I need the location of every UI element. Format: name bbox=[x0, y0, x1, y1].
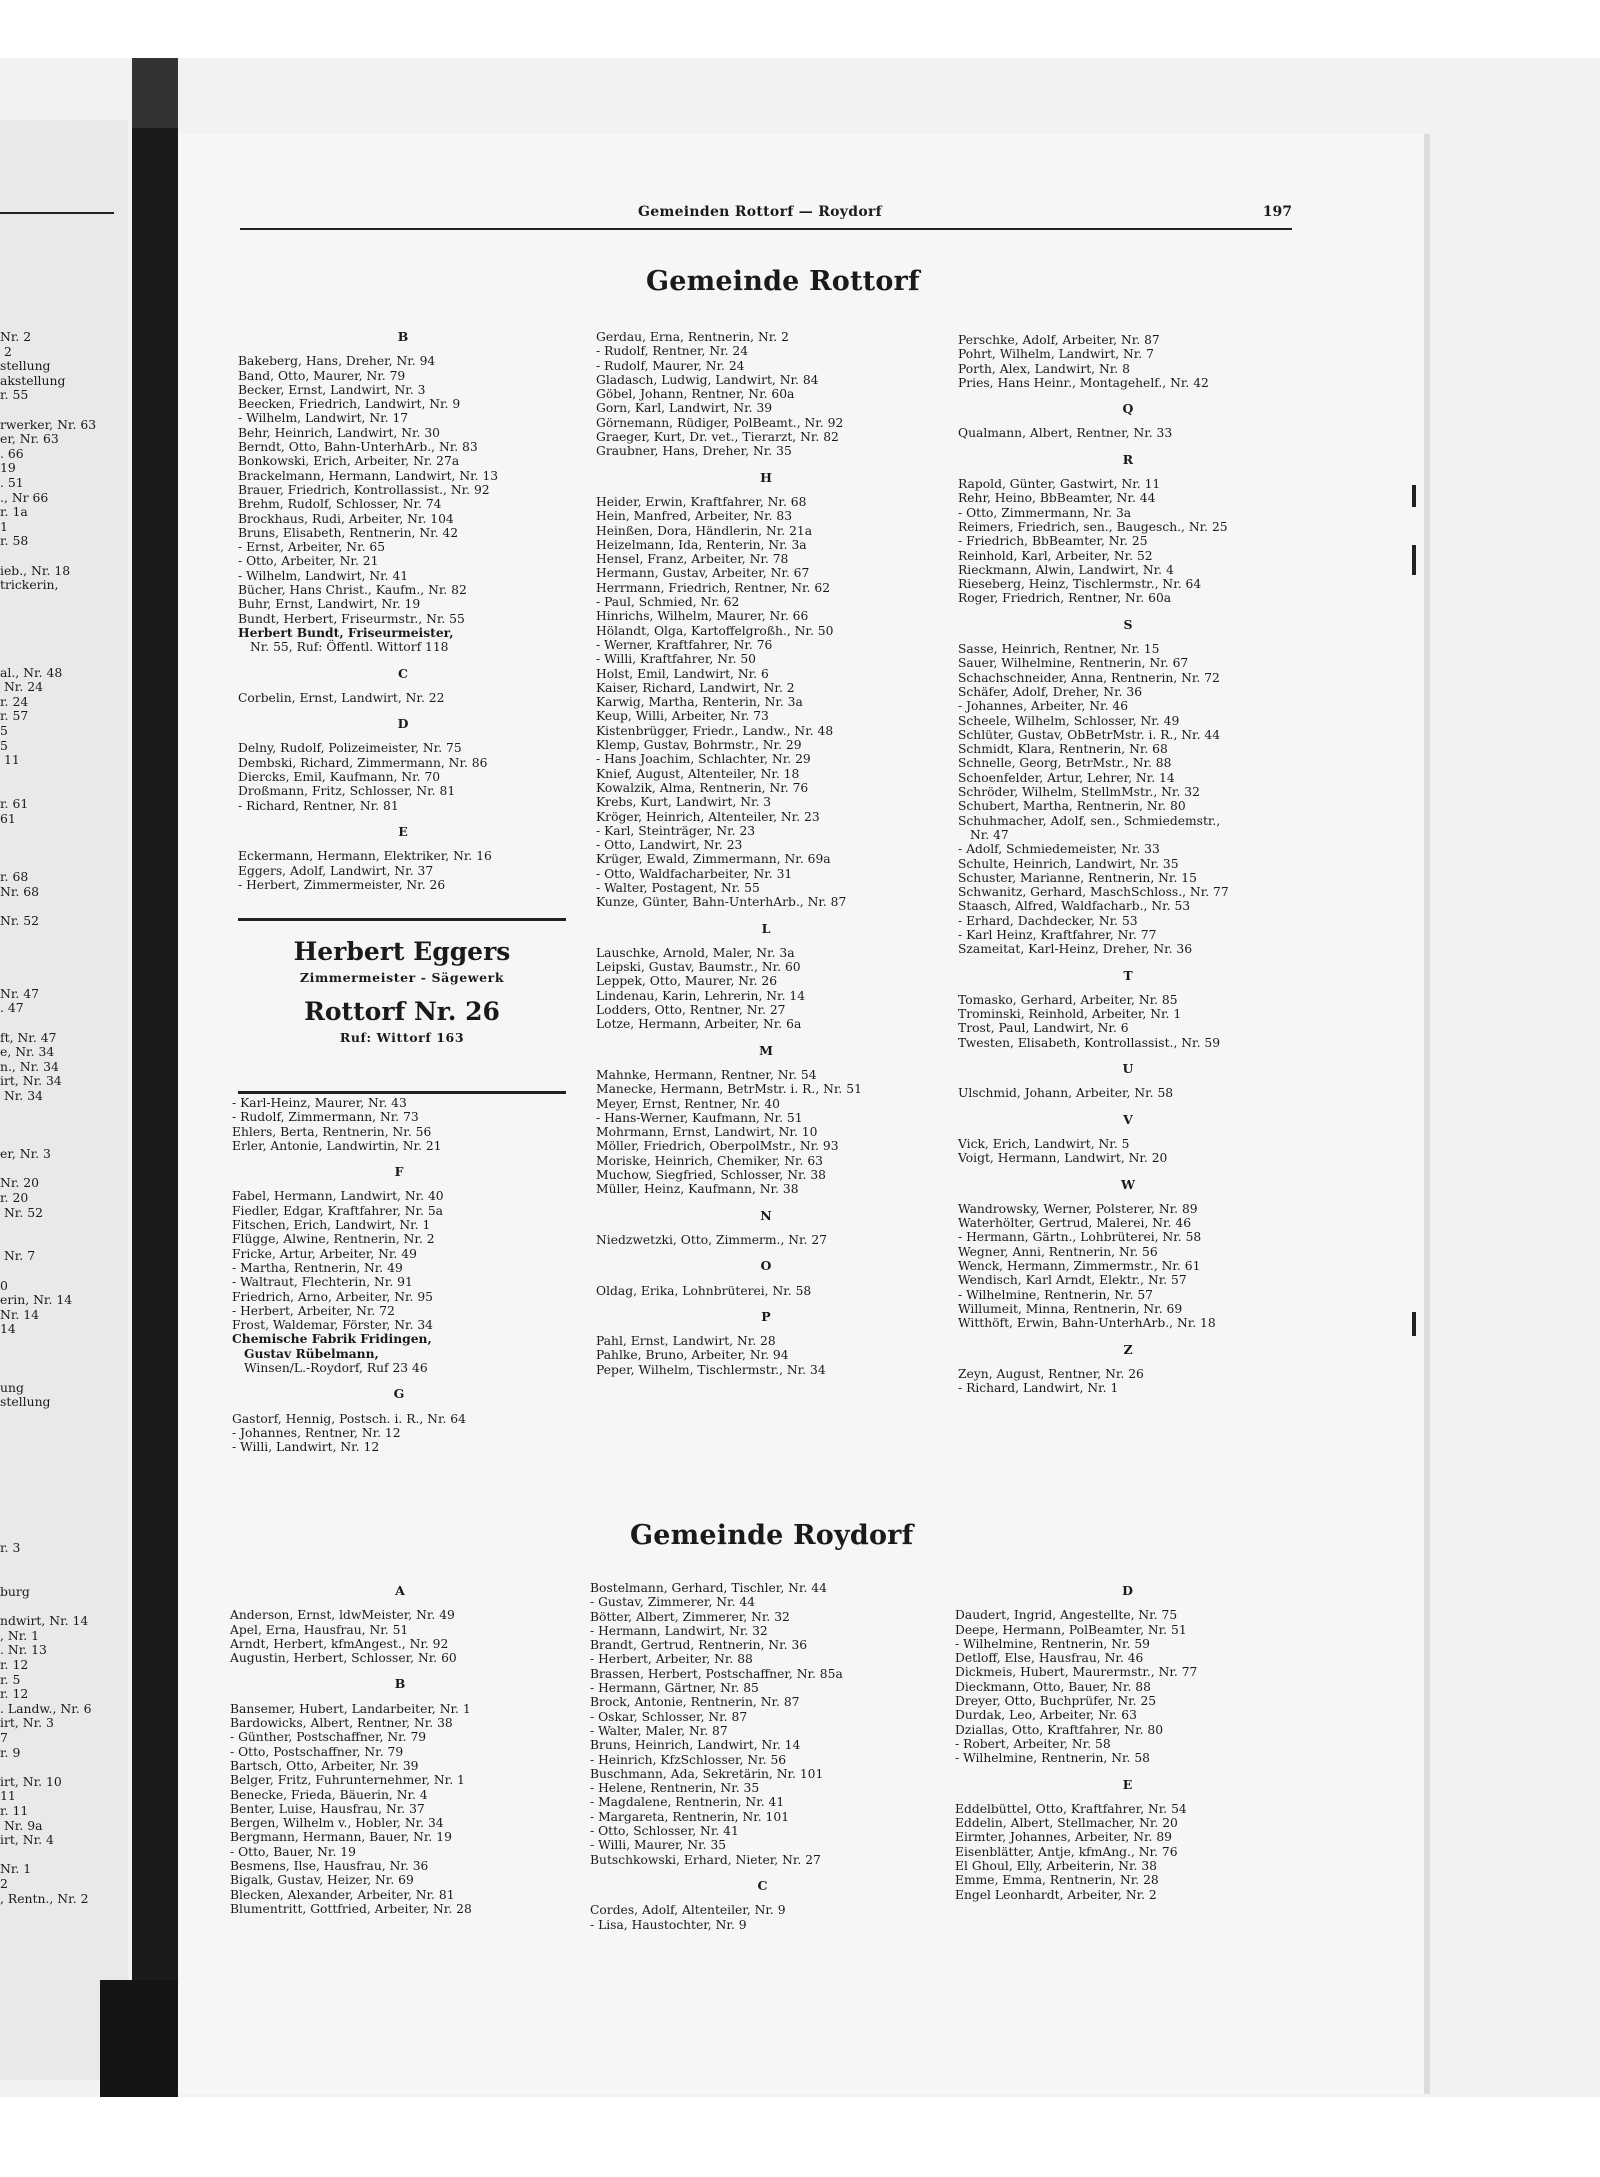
directory-entry: Schoenfelder, Artur, Lehrer, Nr. 14 bbox=[958, 770, 1175, 785]
directory-entry: Friedrich, Arno, Arbeiter, Nr. 95 bbox=[232, 1289, 433, 1304]
directory-entry: Nr. 55, Ruf: Öffentl. Wittorf 118 bbox=[250, 640, 449, 655]
directory-entry: - Adolf, Schmiedemeister, Nr. 33 bbox=[958, 842, 1160, 857]
directory-entry: Fricke, Artur, Arbeiter, Nr. 49 bbox=[232, 1246, 417, 1261]
section-title-roydorf: Gemeinde Roydorf bbox=[630, 1520, 914, 1551]
letter-heading: E bbox=[1122, 1776, 1133, 1792]
directory-entry: - Karl, Steinträger, Nr. 23 bbox=[596, 823, 756, 838]
directory-entry: Dieckmann, Otto, Bauer, Nr. 88 bbox=[955, 1679, 1151, 1694]
directory-entry: Gorn, Karl, Landwirt, Nr. 39 bbox=[596, 401, 773, 416]
directory-entry: Eisenblätter, Antje, kfmAng., Nr. 76 bbox=[955, 1844, 1178, 1859]
directory-entry: - Otto, Bauer, Nr. 19 bbox=[230, 1844, 356, 1859]
letter-heading: U bbox=[1122, 1061, 1134, 1077]
directory-entry: - Rudolf, Maurer, Nr. 24 bbox=[596, 358, 745, 373]
directory-entry: Bergmann, Hermann, Bauer, Nr. 19 bbox=[230, 1830, 452, 1845]
directory-entry: - Richard, Rentner, Nr. 81 bbox=[238, 798, 399, 813]
edge-mark bbox=[1412, 545, 1416, 575]
directory-entry: - Hans-Werner, Kaufmann, Nr. 51 bbox=[596, 1110, 803, 1125]
letter-heading: P bbox=[761, 1308, 771, 1324]
directory-entry: - Wilhelmine, Rentnerin, Nr. 58 bbox=[955, 1751, 1150, 1766]
directory-entry: - Otto, Postschaffner, Nr. 79 bbox=[230, 1744, 404, 1759]
directory-entry: Hermann, Gustav, Arbeiter, Nr. 67 bbox=[596, 566, 810, 581]
page-number: 197 bbox=[1262, 204, 1292, 220]
directory-entry: Eckermann, Hermann, Elektriker, Nr. 16 bbox=[238, 849, 492, 864]
directory-entry: - Helene, Rentnerin, Nr. 35 bbox=[590, 1781, 760, 1796]
directory-entry: Deepe, Hermann, PolBeamter, Nr. 51 bbox=[955, 1622, 1187, 1637]
directory-entry: - Willi, Landwirt, Nr. 12 bbox=[232, 1440, 380, 1455]
letter-heading: R bbox=[1122, 451, 1134, 467]
letter-heading: T bbox=[1123, 967, 1133, 983]
directory-entry: Twesten, Elisabeth, Kontrollassist., Nr. 59 bbox=[958, 1035, 1221, 1050]
directory-entry: Wegner, Anni, Rentnerin, Nr. 56 bbox=[958, 1244, 1158, 1259]
directory-entry: Schwanitz, Gerhard, MaschSchloss., Nr. 77 bbox=[958, 885, 1229, 900]
ad-name: Herbert Eggers bbox=[293, 937, 511, 966]
directory-entry: Schäfer, Adolf, Dreher, Nr. 36 bbox=[958, 684, 1143, 699]
rottorf-column-2 bbox=[596, 330, 936, 1377]
letter-heading: B bbox=[394, 1676, 406, 1692]
directory-entry: Detloff, Else, Hausfrau, Nr. 46 bbox=[955, 1651, 1144, 1666]
directory-entry: - Otto, Waldfacharbeiter, Nr. 31 bbox=[596, 866, 793, 881]
directory-entry: Trominski, Reinhold, Arbeiter, Nr. 1 bbox=[958, 1007, 1182, 1022]
directory-entry: Eddelin, Albert, Stellmacher, Nr. 20 bbox=[955, 1816, 1178, 1831]
directory-entry: Brackelmann, Hermann, Landwirt, Nr. 13 bbox=[238, 468, 499, 483]
directory-entry: - Ernst, Arbeiter, Nr. 65 bbox=[238, 540, 386, 555]
letter-heading: O bbox=[760, 1258, 772, 1274]
directory-entry: Rapold, Günter, Gastwirt, Nr. 11 bbox=[958, 477, 1161, 492]
directory-entry: - Herbert, Arbeiter, Nr. 72 bbox=[232, 1303, 395, 1318]
directory-entry: Corbelin, Ernst, Landwirt, Nr. 22 bbox=[238, 690, 445, 705]
directory-entry: Schröder, Wilhelm, StellmMstr., Nr. 32 bbox=[958, 785, 1200, 800]
directory-entry: Krebs, Kurt, Landwirt, Nr. 3 bbox=[596, 795, 772, 810]
letter-heading: Q bbox=[1122, 401, 1134, 417]
directory-entry: Niedzwetzki, Otto, Zimmerm., Nr. 27 bbox=[596, 1232, 828, 1247]
rottorf-column-3 bbox=[958, 333, 1298, 1395]
directory-entry: Witthöft, Erwin, Bahn-UnterhArb., Nr. 18 bbox=[958, 1316, 1216, 1331]
letter-heading: N bbox=[760, 1207, 772, 1223]
directory-entry: - Oskar, Schlosser, Nr. 87 bbox=[590, 1709, 748, 1724]
directory-entry: Pries, Hans Heinr., Montagehelf., Nr. 42 bbox=[958, 375, 1209, 390]
directory-entry: Oldag, Erika, Lohnbrüterei, Nr. 58 bbox=[596, 1283, 812, 1298]
roydorf-column-2 bbox=[590, 1581, 935, 1932]
directory-entry: - Herbert, Zimmermeister, Nr. 26 bbox=[238, 877, 446, 892]
letter-heading: M bbox=[759, 1042, 773, 1058]
directory-entry: Leppek, Otto, Maurer, Nr. 26 bbox=[596, 974, 778, 989]
directory-entry: Eirmter, Johannes, Arbeiter, Nr. 89 bbox=[955, 1830, 1172, 1845]
directory-entry: Qualmann, Albert, Rentner, Nr. 33 bbox=[958, 426, 1173, 441]
directory-entry: - Hermann, Gärtner, Nr. 85 bbox=[590, 1681, 759, 1696]
directory-entry: Tomasko, Gerhard, Arbeiter, Nr. 85 bbox=[958, 992, 1178, 1007]
directory-entry: Frost, Waldemar, Förster, Nr. 34 bbox=[232, 1318, 433, 1333]
directory-entry: Daudert, Ingrid, Angestellte, Nr. 75 bbox=[955, 1608, 1178, 1623]
directory-entry: Roger, Friedrich, Rentner, Nr. 60a bbox=[958, 591, 1172, 606]
directory-entry: Keup, Willi, Arbeiter, Nr. 73 bbox=[596, 709, 769, 724]
directory-entry: Sasse, Heinrich, Rentner, Nr. 15 bbox=[958, 642, 1160, 657]
directory-entry: Lotze, Hermann, Arbeiter, Nr. 6a bbox=[596, 1017, 802, 1032]
directory-entry: Hensel, Franz, Arbeiter, Nr. 78 bbox=[596, 552, 789, 567]
directory-entry: Rieseberg, Heinz, Tischlermstr., Nr. 64 bbox=[958, 577, 1202, 592]
directory-entry: - Willi, Maurer, Nr. 35 bbox=[590, 1838, 727, 1853]
directory-entry: Moriske, Heinrich, Chemiker, Nr. 63 bbox=[596, 1153, 823, 1168]
directory-entry: Band, Otto, Maurer, Nr. 79 bbox=[238, 368, 406, 383]
directory-entry: Klemp, Gustav, Bohrmstr., Nr. 29 bbox=[596, 738, 802, 753]
directory-entry: Augustin, Herbert, Schlosser, Nr. 60 bbox=[230, 1651, 457, 1666]
directory-entry: Hein, Manfred, Arbeiter, Nr. 83 bbox=[596, 509, 793, 524]
directory-entry: Arndt, Herbert, kfmAngest., Nr. 92 bbox=[230, 1636, 449, 1651]
directory-entry: Knief, August, Altenteiler, Nr. 18 bbox=[596, 766, 800, 781]
book-binding bbox=[132, 58, 178, 2097]
directory-entry: Chemische Fabrik Fridingen, bbox=[232, 1331, 432, 1347]
directory-entry: Bundt, Herbert, Friseurmstr., Nr. 55 bbox=[238, 611, 465, 626]
directory-entry: Willumeit, Minna, Rentnerin, Nr. 69 bbox=[958, 1301, 1183, 1316]
directory-entry: - Richard, Landwirt, Nr. 1 bbox=[958, 1381, 1119, 1396]
directory-entry: Rehr, Heino, BbBeamter, Nr. 44 bbox=[958, 491, 1156, 506]
binding-clip-top bbox=[132, 58, 178, 128]
directory-entry: Hölandt, Olga, Kartoffelgroßh., Nr. 50 bbox=[596, 623, 834, 638]
directory-entry: Kröger, Heinrich, Altenteiler, Nr. 23 bbox=[596, 809, 820, 824]
ad-subtitle: Zimmermeister - Sägewerk bbox=[299, 970, 505, 985]
directory-entry: Heider, Erwin, Kraftfahrer, Nr. 68 bbox=[596, 494, 807, 509]
directory-entry: Wandrowsky, Werner, Polsterer, Nr. 89 bbox=[958, 1201, 1198, 1216]
directory-entry: Brockhaus, Rudi, Arbeiter, Nr. 104 bbox=[238, 511, 454, 526]
directory-entry: Pahlke, Bruno, Arbeiter, Nr. 94 bbox=[596, 1348, 789, 1363]
directory-entry: Emme, Emma, Rentnerin, Nr. 28 bbox=[955, 1873, 1159, 1888]
left-page-rule bbox=[0, 212, 114, 214]
directory-entry: Zeyn, August, Rentner, Nr. 26 bbox=[958, 1366, 1144, 1381]
directory-entry: Bruns, Heinrich, Landwirt, Nr. 14 bbox=[590, 1738, 801, 1753]
letter-heading: C bbox=[757, 1877, 768, 1893]
directory-entry: Mahnke, Hermann, Rentner, Nr. 54 bbox=[596, 1067, 817, 1082]
directory-entry: Beecken, Friedrich, Landwirt, Nr. 9 bbox=[238, 397, 461, 412]
letter-heading: C bbox=[398, 665, 408, 681]
directory-entry: - Martha, Rentnerin, Nr. 49 bbox=[232, 1260, 403, 1275]
left-page-fragment bbox=[0, 120, 128, 2080]
directory-entry: Meyer, Ernst, Rentner, Nr. 40 bbox=[596, 1096, 780, 1111]
directory-entry: - Hermann, Landwirt, Nr. 32 bbox=[590, 1623, 768, 1638]
directory-entry: Bostelmann, Gerhard, Tischler, Nr. 44 bbox=[590, 1581, 827, 1595]
directory-entry: Hinrichs, Wilhelm, Maurer, Nr. 66 bbox=[596, 609, 809, 624]
directory-entry: Kaiser, Richard, Landwirt, Nr. 2 bbox=[596, 680, 795, 695]
directory-entry: Schnelle, Georg, BetrMstr., Nr. 88 bbox=[958, 756, 1172, 771]
directory-entry: Wenck, Hermann, Zimmermstr., Nr. 61 bbox=[958, 1259, 1201, 1274]
directory-entry: Schmidt, Klara, Rentnerin, Nr. 68 bbox=[958, 742, 1168, 757]
letter-heading: W bbox=[1120, 1176, 1136, 1192]
directory-entry: Dreyer, Otto, Buchprüfer, Nr. 25 bbox=[955, 1694, 1157, 1709]
directory-entry: - Robert, Arbeiter, Nr. 58 bbox=[955, 1736, 1111, 1751]
rottorf-column-1-continued bbox=[232, 1096, 566, 1455]
directory-entry: Blumentritt, Gottfried, Arbeiter, Nr. 28 bbox=[230, 1901, 472, 1916]
directory-entry: Brock, Antonie, Rentnerin, Nr. 87 bbox=[590, 1695, 800, 1710]
directory-entry: Peper, Wilhelm, Tischlermstr., Nr. 34 bbox=[596, 1362, 826, 1377]
letter-heading: E bbox=[398, 823, 408, 839]
directory-entry: Kunze, Günter, Bahn-UnterhArb., Nr. 87 bbox=[596, 895, 847, 910]
directory-entry: Scheele, Wilhelm, Schlosser, Nr. 49 bbox=[958, 713, 1180, 728]
directory-entry: Herrmann, Friedrich, Rentner, Nr. 62 bbox=[596, 580, 831, 595]
directory-entry: Bigalk, Gustav, Heizer, Nr. 69 bbox=[230, 1873, 414, 1888]
directory-entry: Graeger, Kurt, Dr. vet., Tierarzt, Nr. 82 bbox=[596, 430, 839, 445]
directory-entry: Blecken, Alexander, Arbeiter, Nr. 81 bbox=[230, 1887, 455, 1902]
directory-entry: Herbert Bundt, Friseurmeister, bbox=[238, 624, 454, 640]
running-header bbox=[240, 200, 1292, 230]
directory-entry: - Werner, Kraftfahrer, Nr. 76 bbox=[596, 637, 773, 652]
directory-entry: Bardowicks, Albert, Rentner, Nr. 38 bbox=[230, 1716, 453, 1731]
directory-entry: Bartsch, Otto, Arbeiter, Nr. 39 bbox=[230, 1758, 419, 1773]
directory-entry: - Gustav, Zimmerer, Nr. 44 bbox=[590, 1595, 756, 1610]
directory-entry: Winsen/L.-Roydorf, Ruf 23 46 bbox=[244, 1361, 428, 1376]
directory-entry: Fitschen, Erich, Landwirt, Nr. 1 bbox=[232, 1218, 431, 1233]
directory-entry: Schubert, Martha, Rentnerin, Nr. 80 bbox=[958, 799, 1186, 814]
section-title-rottorf: Gemeinde Rottorf bbox=[646, 266, 920, 297]
directory-entry: Apel, Erna, Hausfrau, Nr. 51 bbox=[230, 1622, 409, 1637]
directory-entry: - Walter, Postagent, Nr. 55 bbox=[596, 880, 760, 895]
directory-entry: Benecke, Frieda, Bäuerin, Nr. 4 bbox=[230, 1787, 428, 1802]
directory-entry: - Otto, Arbeiter, Nr. 21 bbox=[238, 554, 379, 569]
directory-entry: - Wilhelmine, Rentnerin, Nr. 59 bbox=[955, 1636, 1150, 1651]
directory-entry: Göbel, Johann, Rentner, Nr. 60a bbox=[596, 387, 795, 402]
directory-entry: Dembski, Richard, Zimmermann, Nr. 86 bbox=[238, 755, 488, 770]
running-head-title: Gemeinden Rottorf — Roydorf bbox=[638, 204, 882, 220]
directory-entry: - Johannes, Rentner, Nr. 12 bbox=[232, 1425, 401, 1440]
directory-entry: Bergen, Wilhelm v., Hobler, Nr. 34 bbox=[230, 1816, 444, 1831]
page-edge bbox=[1424, 134, 1430, 2094]
directory-entry: Brehm, Rudolf, Schlosser, Nr. 74 bbox=[238, 497, 442, 512]
directory-entry: El Ghoul, Elly, Arbeiterin, Nr. 38 bbox=[955, 1859, 1157, 1874]
directory-entry: Görnemann, Rüdiger, PolBeamt., Nr. 92 bbox=[596, 415, 844, 430]
directory-entry: Diercks, Emil, Kaufmann, Nr. 70 bbox=[238, 770, 441, 785]
directory-entry: Bansemer, Hubert, Landarbeiter, Nr. 1 bbox=[230, 1701, 471, 1716]
directory-entry: Durdak, Leo, Arbeiter, Nr. 63 bbox=[955, 1708, 1137, 1723]
directory-entry: Bakeberg, Hans, Dreher, Nr. 94 bbox=[238, 354, 436, 369]
directory-entry: Gerdau, Erna, Rentnerin, Nr. 2 bbox=[596, 330, 789, 344]
directory-entry: Schlüter, Gustav, ObBetrMstr. i. R., Nr. 44 bbox=[958, 727, 1221, 742]
directory-entry: - Wilhelm, Landwirt, Nr. 17 bbox=[238, 411, 409, 426]
directory-entry: Heinßen, Dora, Händlerin, Nr. 21a bbox=[596, 523, 813, 538]
edge-mark bbox=[1412, 485, 1416, 507]
directory-entry: Pohrt, Wilhelm, Landwirt, Nr. 7 bbox=[958, 347, 1154, 362]
directory-entry: Cordes, Adolf, Altenteiler, Nr. 9 bbox=[590, 1903, 786, 1918]
directory-entry: Anderson, Ernst, ldwMeister, Nr. 49 bbox=[230, 1608, 455, 1623]
directory-entry: Staasch, Alfred, Waldfacharb., Nr. 53 bbox=[958, 899, 1191, 914]
directory-entry: Möller, Friedrich, OberpolMstr., Nr. 93 bbox=[596, 1139, 839, 1154]
directory-entry: Bötter, Albert, Zimmerer, Nr. 32 bbox=[590, 1609, 790, 1624]
letter-heading: A bbox=[395, 1583, 405, 1598]
directory-entry: Buschmann, Ada, Sekretärin, Nr. 101 bbox=[590, 1766, 824, 1781]
directory-entry: Voigt, Hermann, Landwirt, Nr. 20 bbox=[958, 1151, 1168, 1166]
letter-heading: D bbox=[1122, 1583, 1133, 1598]
directory-entry: - Friedrich, BbBeamter, Nr. 25 bbox=[958, 534, 1148, 549]
directory-entry: - Margareta, Rentnerin, Nr. 101 bbox=[590, 1809, 790, 1824]
directory-entry: Heizelmann, Ida, Renterin, Nr. 3a bbox=[596, 537, 807, 552]
directory-entry: - Rudolf, Zimmermann, Nr. 73 bbox=[232, 1110, 419, 1125]
directory-entry: Erler, Antonie, Landwirtin, Nr. 21 bbox=[232, 1138, 442, 1153]
directory-entry: - Waltraut, Flechterin, Nr. 91 bbox=[232, 1275, 413, 1290]
directory-entry: - Karl Heinz, Kraftfahrer, Nr. 77 bbox=[958, 927, 1157, 942]
directory-entry: Perschke, Adolf, Arbeiter, Nr. 87 bbox=[958, 333, 1160, 347]
directory-entry: - Hans Joachim, Schlachter, Nr. 29 bbox=[596, 752, 811, 767]
directory-entry: Waterhölter, Gertrud, Malerei, Nr. 46 bbox=[958, 1216, 1192, 1231]
roydorf-column-3 bbox=[955, 1572, 1300, 1902]
directory-entry: Müller, Heinz, Kaufmann, Nr. 38 bbox=[596, 1182, 799, 1197]
directory-entry: Vick, Erich, Landwirt, Nr. 5 bbox=[958, 1136, 1130, 1151]
directory-entry: Butschkowski, Erhard, Nieter, Nr. 27 bbox=[590, 1852, 821, 1867]
directory-entry: Leipski, Gustav, Baumstr., Nr. 60 bbox=[596, 960, 801, 975]
directory-entry: Muchow, Siegfried, Schlosser, Nr. 38 bbox=[596, 1168, 827, 1183]
directory-entry: Gladasch, Ludwig, Landwirt, Nr. 84 bbox=[596, 372, 819, 387]
directory-entry: - Otto, Zimmermann, Nr. 3a bbox=[958, 505, 1132, 520]
directory-entry: Pahl, Ernst, Landwirt, Nr. 28 bbox=[596, 1334, 776, 1349]
directory-entry: Krüger, Ewald, Zimmermann, Nr. 69a bbox=[596, 852, 831, 867]
letter-heading: V bbox=[1123, 1111, 1133, 1127]
directory-entry: Gastorf, Hennig, Postsch. i. R., Nr. 64 bbox=[232, 1411, 466, 1426]
directory-entry: - Hermann, Gärtn., Lohbrüterei, Nr. 58 bbox=[958, 1230, 1202, 1245]
directory-entry: - Lisa, Haustochter, Nr. 9 bbox=[590, 1917, 747, 1932]
left-page-text: Nr. 2 2 stellung akstellung r. 55 rwerker, Nr. 63 er, Nr. 63 . 66 19 . 51 ., Nr 66 r. 1a 1 r. 58 ieb., Nr. 18 trickerin, al., Nr. 48 Nr. 24 r. 24 r. 57 5 5 11 r. 61 61 r. 68 Nr. 68 Nr. 52 Nr. 47 . 47 ft, Nr. 47 e, Nr. 34 n., Nr. 34 irt, Nr. 34 Nr. 34 er, Nr. 3 Nr. 20 r. 20 Nr. 52 Nr. 7 0 erin, Nr. 14 Nr. 14 14 ung stellung r. 3 burg ndwirt, Nr. 14 , Nr. 1 . Nr. 13 r. 12 r. 5 r. 12 . Landw., Nr. 6 irt, Nr. 3 7 r. 9 irt, Nr. 10 11 r. 11 Nr. 9a irt, Nr. 4 Nr. 1 2 , Rentn., Nr. 2 bbox=[0, 329, 97, 1906]
directory-entry: Trost, Paul, Landwirt, Nr. 6 bbox=[958, 1021, 1129, 1036]
directory-entry: Schuhmacher, Adolf, sen., Schmiedemstr., bbox=[958, 813, 1221, 828]
directory-entry: - Karl-Heinz, Maurer, Nr. 43 bbox=[232, 1096, 407, 1110]
directory-entry: Bücher, Hans Christ., Kaufm., Nr. 82 bbox=[238, 583, 467, 598]
directory-entry: Becker, Ernst, Landwirt, Nr. 3 bbox=[238, 382, 426, 397]
directory-entry: Engel Leonhardt, Arbeiter, Nr. 2 bbox=[955, 1887, 1157, 1902]
directory-entry: Rieckmann, Alwin, Landwirt, Nr. 4 bbox=[958, 562, 1174, 577]
directory-entry: Ehlers, Berta, Rentnerin, Nr. 56 bbox=[232, 1124, 432, 1139]
directory-entry: Gustav Rübelmann, bbox=[244, 1345, 379, 1361]
letter-heading: B bbox=[397, 329, 409, 344]
directory-entry: - Wilhelm, Landwirt, Nr. 41 bbox=[238, 568, 409, 583]
directory-entry: Mohrmann, Ernst, Landwirt, Nr. 10 bbox=[596, 1125, 818, 1140]
letter-heading: H bbox=[760, 469, 772, 485]
directory-entry: Schulte, Heinrich, Landwirt, Nr. 35 bbox=[958, 856, 1179, 871]
directory-entry: Ulschmid, Johann, Arbeiter, Nr. 58 bbox=[958, 1086, 1174, 1101]
letter-heading: F bbox=[394, 1164, 404, 1180]
directory-entry: Delny, Rudolf, Polizeimeister, Nr. 75 bbox=[238, 741, 462, 756]
directory-entry: Sauer, Wilhelmine, Rentnerin, Nr. 67 bbox=[958, 656, 1189, 671]
directory-entry: Kistenbrügger, Friedr., Landw., Nr. 48 bbox=[596, 723, 834, 738]
rottorf-column-1 bbox=[238, 318, 568, 892]
directory-entry: Flügge, Alwine, Rentnerin, Nr. 2 bbox=[232, 1232, 435, 1247]
directory-entry: Schachschneider, Anna, Rentnerin, Nr. 72 bbox=[958, 670, 1220, 685]
directory-entry: Droßmann, Fritz, Schlosser, Nr. 81 bbox=[238, 784, 456, 799]
directory-entry: Dickmeis, Hubert, Maurermstr., Nr. 77 bbox=[955, 1665, 1198, 1680]
directory-entry: Belger, Fritz, Fuhrunternehmer, Nr. 1 bbox=[230, 1773, 465, 1788]
directory-entry: - Magdalene, Rentnerin, Nr. 41 bbox=[590, 1795, 785, 1810]
edge-mark bbox=[1412, 1312, 1416, 1336]
ad-place: Rottorf Nr. 26 bbox=[304, 997, 500, 1026]
directory-entry: Bruns, Elisabeth, Rentnerin, Nr. 42 bbox=[238, 525, 459, 540]
directory-entry: - Otto, Landwirt, Nr. 23 bbox=[596, 838, 743, 853]
letter-heading: D bbox=[397, 716, 409, 732]
directory-entry: Reimers, Friedrich, sen., Baugesch., Nr. 25 bbox=[958, 519, 1228, 534]
directory-entry: - Günther, Postschaffner, Nr. 79 bbox=[230, 1730, 427, 1745]
directory-entry: - Willi, Kraftfahrer, Nr. 50 bbox=[596, 652, 756, 667]
directory-entry: Behr, Heinrich, Landwirt, Nr. 30 bbox=[238, 425, 441, 440]
directory-entry: Brassen, Herbert, Postschaffner, Nr. 85a bbox=[590, 1666, 843, 1681]
directory-entry: - Herbert, Arbeiter, Nr. 88 bbox=[590, 1652, 753, 1667]
directory-entry: Manecke, Hermann, BetrMstr. i. R., Nr. 51 bbox=[596, 1082, 862, 1097]
advertisement-eggers bbox=[238, 918, 566, 1094]
directory-entry: - Walter, Maler, Nr. 87 bbox=[590, 1723, 728, 1738]
directory-entry: Buhr, Ernst, Landwirt, Nr. 19 bbox=[238, 597, 421, 612]
letter-heading: G bbox=[393, 1386, 405, 1402]
directory-entry: - Johannes, Arbeiter, Nr. 46 bbox=[958, 699, 1129, 714]
directory-entry: Szameitat, Karl-Heinz, Dreher, Nr. 36 bbox=[958, 942, 1193, 957]
directory-entry: Nr. 47 bbox=[970, 827, 1009, 842]
directory-entry: - Otto, Schlosser, Nr. 41 bbox=[590, 1824, 739, 1839]
directory-entry: Brauer, Friedrich, Kontrollassist., Nr. 92 bbox=[238, 482, 490, 497]
directory-entry: Reinhold, Karl, Arbeiter, Nr. 52 bbox=[958, 548, 1153, 563]
directory-entry: Berndt, Otto, Bahn-UnterhArb., Nr. 83 bbox=[238, 440, 478, 455]
directory-entry: Lindenau, Karin, Lehrerin, Nr. 14 bbox=[596, 988, 806, 1003]
directory-entry: Fabel, Hermann, Landwirt, Nr. 40 bbox=[232, 1189, 444, 1204]
directory-entry: Bonkowski, Erich, Arbeiter, Nr. 27a bbox=[238, 454, 460, 469]
directory-entry: Besmens, Ilse, Hausfrau, Nr. 36 bbox=[230, 1859, 429, 1874]
directory-entry: Lodders, Otto, Rentner, Nr. 27 bbox=[596, 1003, 786, 1018]
directory-entry: Dziallas, Otto, Kraftfahrer, Nr. 80 bbox=[955, 1722, 1164, 1737]
directory-entry: Eddelbüttel, Otto, Kraftfahrer, Nr. 54 bbox=[955, 1801, 1187, 1816]
directory-entry: Graubner, Hans, Dreher, Nr. 35 bbox=[596, 444, 792, 459]
directory-entry: Benter, Luise, Hausfrau, Nr. 37 bbox=[230, 1801, 425, 1816]
binding-clip-bottom bbox=[100, 1980, 178, 2097]
roydorf-column-1 bbox=[230, 1572, 570, 1916]
directory-entry: - Heinrich, KfzSchlosser, Nr. 56 bbox=[590, 1752, 787, 1767]
directory-entry: Eggers, Adolf, Landwirt, Nr. 37 bbox=[238, 863, 434, 878]
directory-entry: - Wilhelmine, Rentnerin, Nr. 57 bbox=[958, 1287, 1153, 1302]
directory-entry: Lauschke, Arnold, Maler, Nr. 3a bbox=[596, 945, 795, 960]
directory-entry: - Paul, Schmied, Nr. 62 bbox=[596, 595, 740, 610]
directory-entry: Kowalzik, Alma, Rentnerin, Nr. 76 bbox=[596, 780, 809, 795]
directory-entry: Holst, Emil, Landwirt, Nr. 6 bbox=[596, 666, 769, 681]
directory-entry: Porth, Alex, Landwirt, Nr. 8 bbox=[958, 361, 1130, 376]
directory-entry: - Erhard, Dachdecker, Nr. 53 bbox=[958, 913, 1138, 928]
directory-entry: Wendisch, Karl Arndt, Elektr., Nr. 57 bbox=[958, 1273, 1187, 1288]
directory-entry: - Rudolf, Rentner, Nr. 24 bbox=[596, 344, 749, 359]
ad-phone: Ruf: Wittorf 163 bbox=[339, 1030, 465, 1045]
directory-entry: Karwig, Martha, Renterin, Nr. 3a bbox=[596, 695, 803, 710]
letter-heading: L bbox=[761, 920, 771, 936]
directory-entry: Brandt, Gertrud, Rentnerin, Nr. 36 bbox=[590, 1638, 808, 1653]
directory-entry: Fiedler, Edgar, Kraftfahrer, Nr. 5a bbox=[232, 1203, 444, 1218]
letter-heading: Z bbox=[1123, 1341, 1133, 1357]
directory-entry: Schuster, Marianne, Rentnerin, Nr. 15 bbox=[958, 870, 1197, 885]
letter-heading: S bbox=[1123, 616, 1133, 632]
